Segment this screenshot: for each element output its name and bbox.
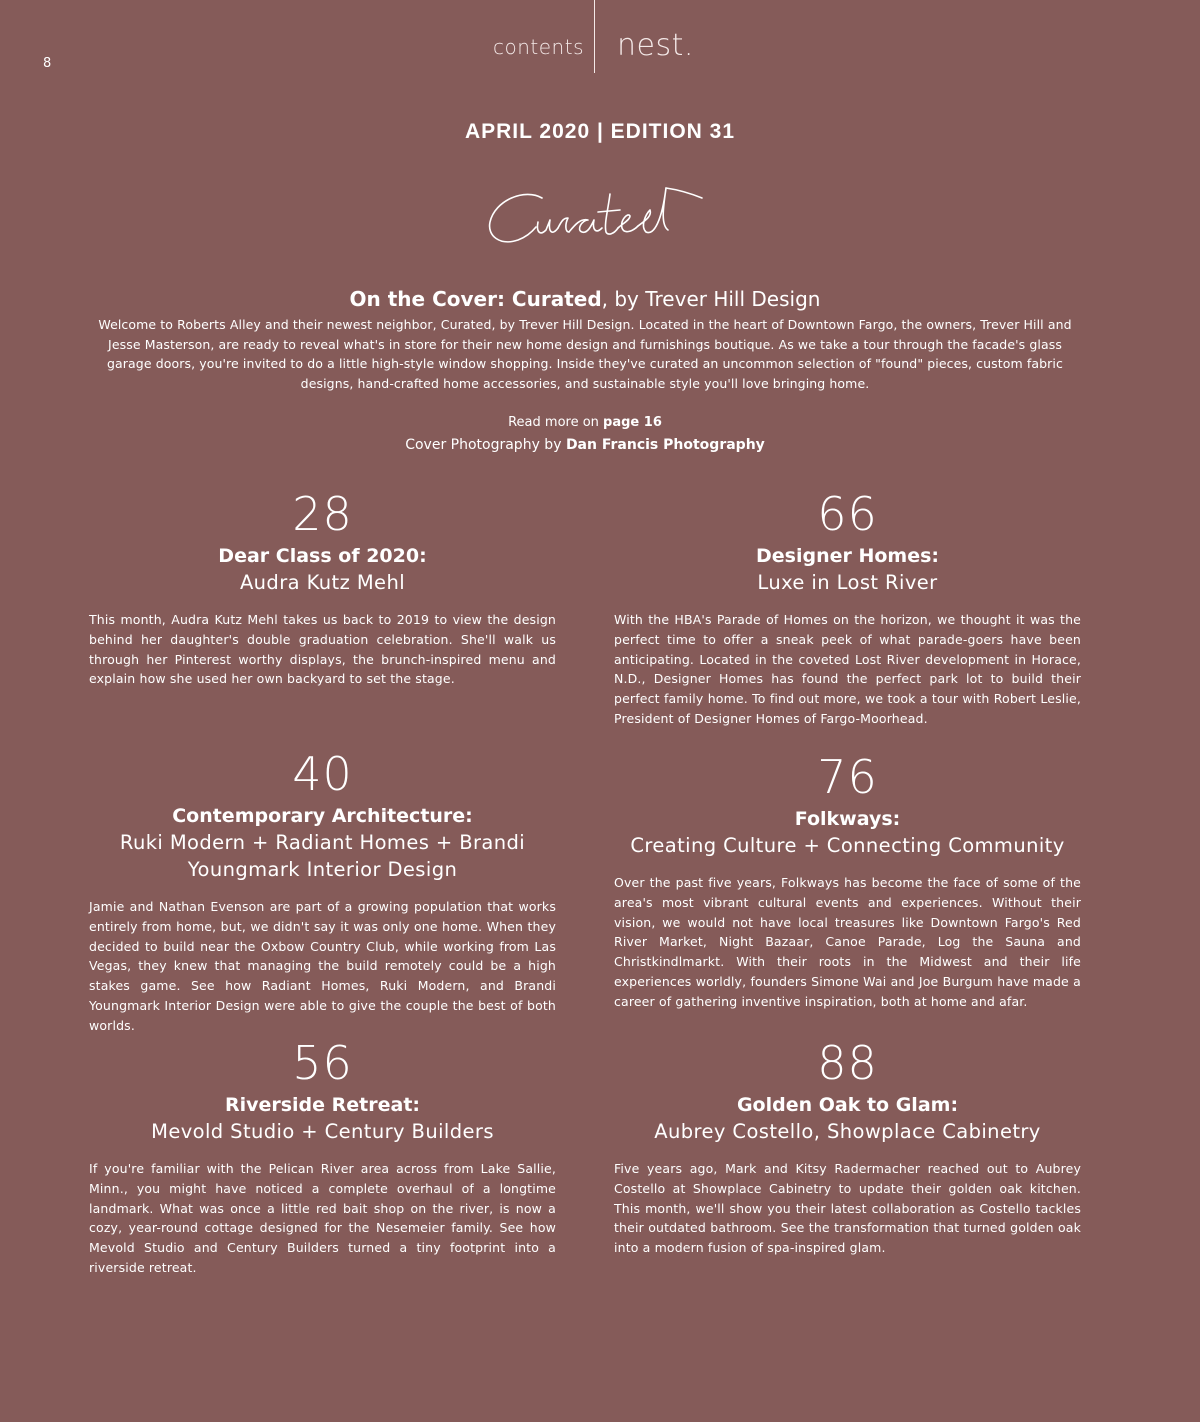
- cover-description: Welcome to Roberts Alley and their newest neighbor, Curated, by Trever Hill Design. Located in the heart of Downtown Fargo, the owners, Trever Hill and Jesse Masterson, are ready to reveal what's in store for their new home design and furnishings boutique. As we take a tour through the facade's glass garage doors, you're invited to do a little high-style window shopping. Inside they've curated an uncommon selection of "found" pieces, custom fabric designs, hand-crafted home accessories, and sustainable style you'll love bringing home.: [98, 317, 1072, 391]
- article-entry[interactable]: [614, 751, 1081, 1012]
- read-more-prefix: Read more on: [508, 415, 604, 431]
- article-subtitle: Ruki Modern + Radiant Homes + Brandi Youngmark Interior Design: [119, 831, 526, 881]
- article-entry[interactable]: [89, 748, 556, 1036]
- article-page-number: 40: [292, 747, 353, 801]
- article-page-number: 66: [817, 487, 878, 541]
- article-title: Designer Homes:: [755, 545, 940, 567]
- article-entry[interactable]: [614, 1037, 1081, 1258]
- article-title: Folkways:: [794, 808, 901, 830]
- curated-script-graphic: [470, 180, 730, 260]
- article-title: Dear Class of 2020:: [218, 545, 427, 567]
- cover-title-rest: , by Trever Hill Design: [601, 287, 821, 311]
- cover-title-bold: On the Cover: Curated: [349, 287, 602, 311]
- cover-title: [90, 286, 1080, 312]
- article-subtitle: Aubrey Costello, Showplace Cabinetry: [654, 1120, 1041, 1143]
- curated-script-logo: [470, 180, 730, 260]
- article-subtitle: Creating Culture + Connecting Community: [630, 834, 1065, 857]
- cover-story: [90, 286, 1080, 456]
- article-title: Golden Oak to Glam:: [736, 1094, 959, 1116]
- read-more-page-link[interactable]: page 16: [603, 415, 662, 431]
- edition-heading: APRIL 2020 | EDITION 31: [464, 120, 736, 143]
- article-summary: Jamie and Nathan Evenson are part of a growing population that works entirely from home, but, we didn't say it was only one home. When they decided to build near the Oxbow Country Club, while working from Las Vegas, they knew that managing the build remotely could be a high stakes game. See how Radiant Homes, Ruki Modern, and Brandi Youngmark Interior Design were able to give the couple the best of both worlds.: [89, 899, 556, 1033]
- article-subtitle: Mevold Studio + Century Builders: [151, 1120, 494, 1143]
- article-page-number: 88: [817, 1036, 878, 1090]
- nest-logo: nest.: [617, 28, 694, 63]
- article-entry[interactable]: [89, 488, 556, 689]
- article-summary: Five years ago, Mark and Kitsy Radermacher reached out to Aubrey Costello at Showplace Cabinetry to update their golden oak kitchen. This month, we'll show you their latest collaboration as Costello tackles their outdated bathroom. See the transformation that turned golden oak into a modern fusion of spa-inspired glam.: [614, 1161, 1081, 1256]
- page-number: 8: [43, 56, 52, 71]
- masthead: [0, 0, 1200, 75]
- article-title: Contemporary Architecture:: [172, 805, 473, 827]
- article-summary: If you're familiar with the Pelican River area across from Lake Sallie, Minn., you might have noticed a complete overhaul of a longtime landmark. What was once a little red bait shop on the river, is now a cozy, year-round cottage designed for the Nesemeier family. See how Mevold Studio and Century Builders turned a tiny footprint into a riverside retreat.: [89, 1161, 556, 1275]
- section-label: contents: [493, 35, 584, 59]
- article-subtitle: Luxe in Lost River: [757, 571, 938, 594]
- read-more-line: [90, 412, 1080, 434]
- photo-credit-line: [90, 434, 1080, 456]
- article-entry[interactable]: [614, 488, 1081, 729]
- article-entry[interactable]: [89, 1037, 556, 1278]
- article-summary: This month, Audra Kutz Mehl takes us back to 2019 to view the design behind her daughter's double graduation celebration. She'll walk us through her Pinterest worthy displays, the brunch-inspired menu and explain how she used her own backyard to set the stage.: [89, 612, 556, 687]
- photo-credit-prefix: Cover Photography by: [405, 437, 566, 454]
- article-subtitle: Audra Kutz Mehl: [239, 571, 406, 594]
- photo-credit-name: Dan Francis Photography: [565, 437, 765, 454]
- article-title: Riverside Retreat:: [224, 1094, 421, 1116]
- article-page-number: 28: [292, 487, 353, 541]
- article-summary: Over the past five years, Folkways has become the face of some of the area's most vibrant cultural events and experiences. Without their vision, we would not have local treasures like Downtown Fargo's Red River Market, Night Bazaar, Canoe Parade, Log the Sauna and Christkindlmarkt. With their roots in the Midwest and their life experiences worldly, founders Simone Wai and Joe Burgum have made a career of gathering inventive inspiration, both at home and afar.: [614, 875, 1081, 1009]
- article-page-number: 56: [292, 1036, 353, 1090]
- article-summary: With the HBA's Parade of Homes on the horizon, we thought it was the perfect time to offer a sneak peek of what parade-goers have been anticipating. Located in the coveted Lost River development in Horace, N.D., Designer Homes has found the perfect park lot to build their perfect family home. To find out more, we took a tour with Robert Leslie, President of Designer Homes of Fargo-Moorhead.: [614, 612, 1081, 726]
- article-page-number: 76: [817, 750, 878, 804]
- header-divider: [594, 0, 595, 73]
